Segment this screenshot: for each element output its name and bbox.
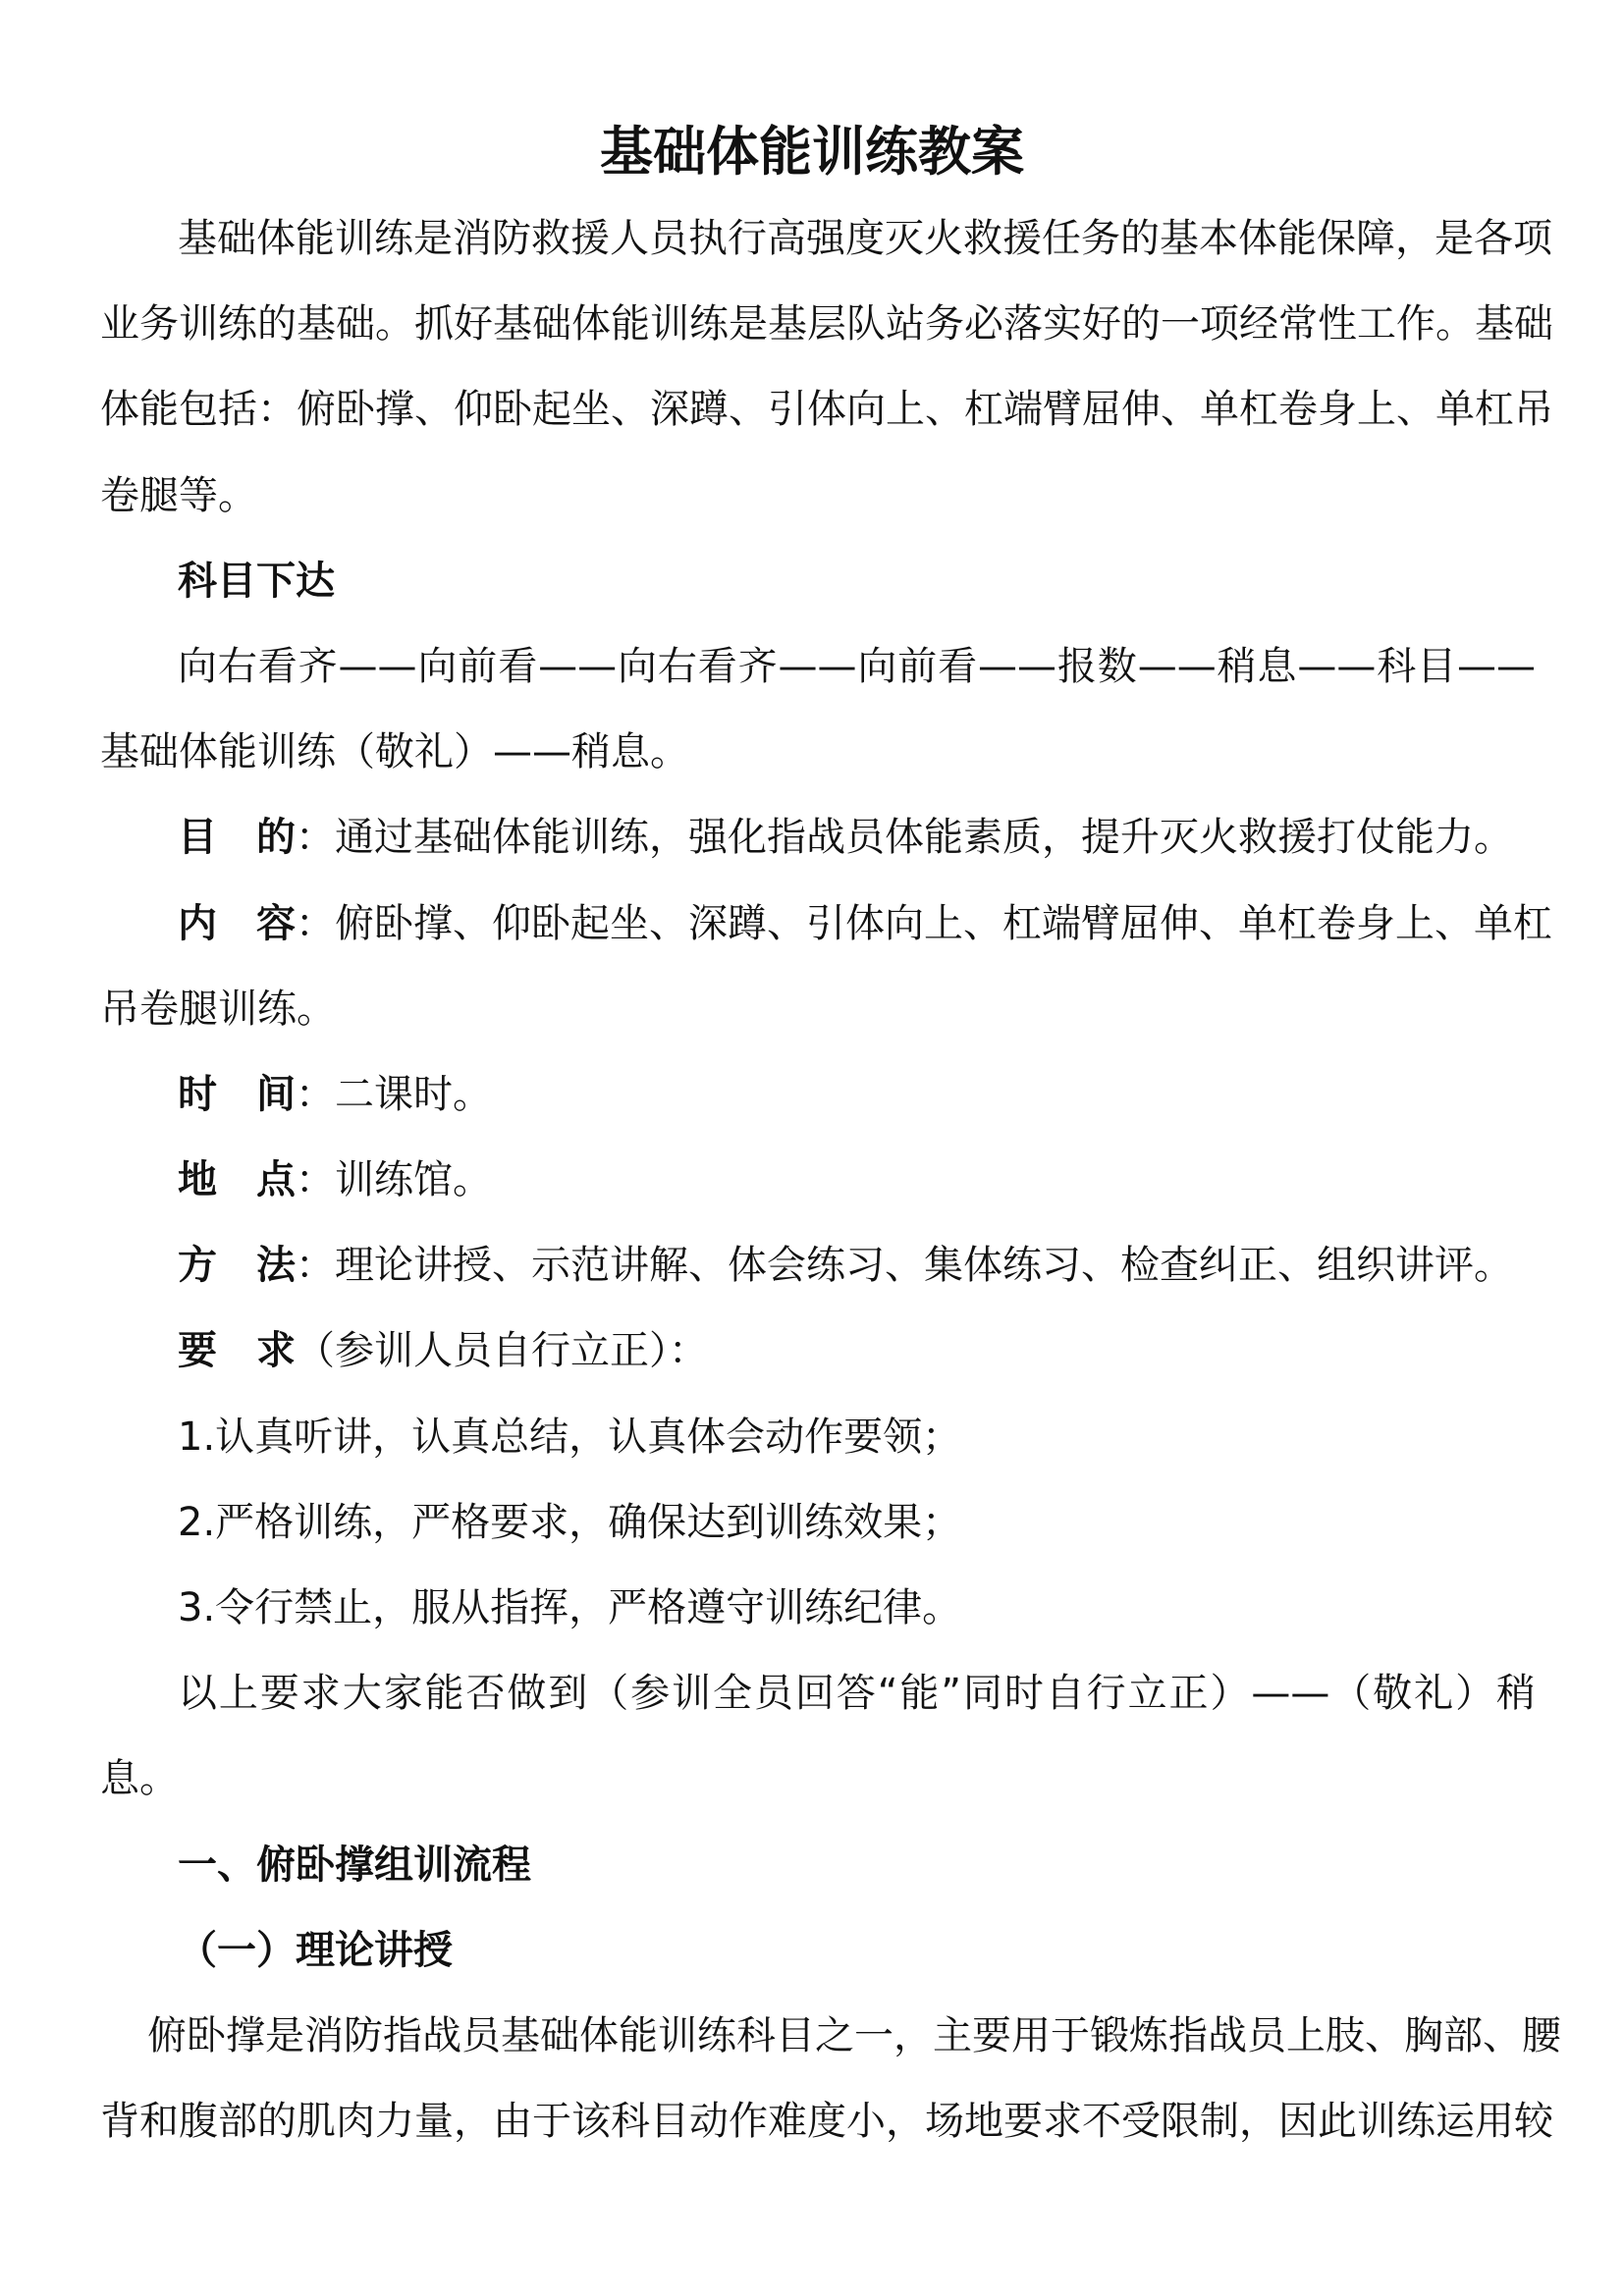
place-text: ：训练馆。 (296, 1157, 492, 1203)
intro-line: 业务训练的基础。抓好基础体能训练是基层队站务必落实好的一项经常性工作。基础 (100, 301, 1553, 347)
purpose-item (100, 795, 1536, 881)
intro-line: 体能包括：俯卧撑、仰卧起坐、深蹲、引体向上、杠端臂屈伸、单杠卷身上、单杠吊 (100, 387, 1553, 433)
subject-line: 向右看齐——向前看——向右看齐——向前看——报数——稍息——科目—— (178, 643, 1536, 689)
body-line: 背和腹部的肌肉力量，由于该科目动作难度小，场地要求不受限制，因此训练运用较 (100, 2099, 1553, 2145)
purpose-text: ：通过基础体能训练，强化指战员体能素质，提升灭火救援打仗能力。 (296, 815, 1513, 861)
requirement-item (100, 1308, 1536, 1394)
requirement-list-item: 2.严格训练，严格要求，确保达到训练效果； (178, 1499, 962, 1545)
content-item (100, 881, 1552, 967)
method-item (100, 1223, 1536, 1308)
requirement-text: （参训人员自行立正）： (296, 1328, 708, 1374)
intro-line: 卷腿等。 (100, 472, 257, 518)
place-label: 地 点 (178, 1157, 296, 1203)
requirement-list-item: 3.令行禁止，服从指挥，严格遵守训练纪律。 (178, 1585, 962, 1630)
purpose-label: 目 的 (178, 815, 296, 861)
place-item (100, 1138, 1536, 1223)
method-text: ：理论讲授、示范讲解、体会练习、集体练习、检查纠正、组织讲评。 (296, 1243, 1513, 1289)
requirement-label: 要 求 (178, 1328, 296, 1374)
content-label: 内 容 (178, 900, 296, 946)
document-body (100, 196, 1561, 2164)
section-heading: 一、俯卧撑组训流程 (178, 1842, 531, 1888)
closing-line: 息。 (100, 1756, 179, 1802)
body-line: 俯卧撑是消防指战员基础体能训练科目之一，主要用于锻炼指战员上肢、胸部、腰 (147, 2012, 1561, 2058)
closing-line: 以上要求大家能否做到（参训全员回答“能”同时自行立正）——（敬礼）稍 (178, 1671, 1536, 1717)
time-text: ：二课时。 (296, 1071, 492, 1117)
time-label: 时 间 (178, 1071, 296, 1117)
content-text: ：俯卧撑、仰卧起坐、深蹲、引体向上、杠端臂屈伸、单杠卷身上、单杠 (296, 900, 1552, 946)
method-label: 方 法 (178, 1243, 296, 1289)
subject-heading: 科目下达 (178, 558, 335, 604)
time-item (100, 1052, 1536, 1138)
page-title: 基础体能训练教案 (600, 121, 1024, 183)
subsection-heading: （一）理论讲授 (178, 1927, 453, 1973)
requirement-list-item: 1.认真听讲，认真总结，认真体会动作要领； (178, 1414, 962, 1460)
content-continuation: 吊卷腿训练。 (100, 986, 336, 1032)
subject-line: 基础体能训练（敬礼）——稍息。 (100, 729, 689, 775)
intro-line: 基础体能训练是消防救援人员执行高强度灭火救援任务的基本体能保障，是各项 (178, 216, 1552, 261)
